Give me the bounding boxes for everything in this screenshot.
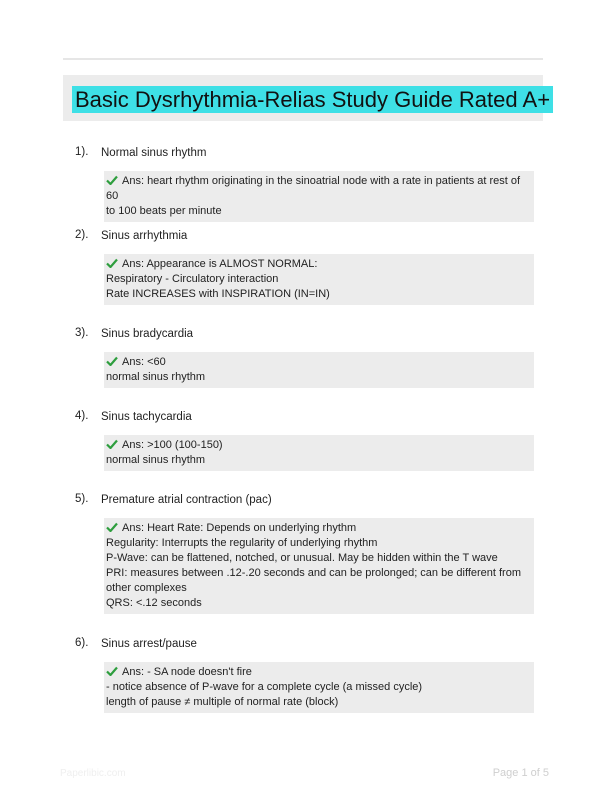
question-number: 6).: [75, 637, 89, 649]
title-panel: [63, 75, 551, 121]
question-text: Sinus arrhythmia: [101, 230, 188, 242]
answer-line: Ans: >100 (100-150): [106, 438, 532, 453]
question-text: Premature atrial contraction (pac): [101, 494, 272, 506]
document-title: Basic Dysrhythmia-Relias Study Guide Rated A+: [72, 86, 553, 113]
answer-box: [104, 352, 534, 388]
question-number: 1).: [75, 146, 89, 158]
question-text: Normal sinus rhythm: [101, 147, 207, 159]
answer-line: Ans: heart rhythm originating in the sinoatrial node with a rate in patients at rest of 60: [106, 175, 521, 202]
checkmark-icon: [106, 175, 118, 185]
question-number: 4).: [75, 410, 89, 422]
question-number: 5).: [75, 493, 89, 505]
answer-box: [104, 435, 534, 471]
answer-line: P-Wave: can be flattened, notched, or unusual. May be hidden within the T wave: [106, 552, 498, 564]
answer-line: QRS: <.12 seconds: [106, 597, 202, 609]
checkmark-icon: [106, 522, 118, 532]
checkmark-icon: [106, 258, 118, 268]
answer-line: to 100 beats per minute: [106, 205, 222, 217]
checkmark-icon: [106, 439, 118, 449]
page-number: Page 1 of 5: [492, 767, 549, 779]
question-text: Sinus tachycardia: [101, 411, 192, 423]
checkmark-icon: [106, 356, 118, 366]
answer-line: Regularity: Interrupts the regularity of underlying rhythm: [106, 537, 378, 549]
top-divider: [63, 58, 543, 60]
answer-line: normal sinus rhythm: [106, 454, 206, 466]
answer-line: Rate INCREASES with INSPIRATION (IN=IN): [106, 288, 330, 300]
answer-line: Respiratory - Circulatory interaction: [106, 273, 279, 285]
answer-line: Ans: <60: [106, 355, 532, 370]
answer-line: Ans: - SA node doesn't fire: [106, 665, 532, 680]
question-number: 2).: [75, 229, 89, 241]
question-text: Sinus arrest/pause: [101, 638, 197, 650]
answer-line: - notice absence of P-wave for a complete cycle (a missed cycle): [106, 681, 423, 693]
answer-box: [104, 518, 534, 614]
answer-line: Ans: Heart Rate: Depends on underlying rhythm: [106, 521, 532, 536]
answer-box: [104, 254, 534, 305]
answer-box: [104, 662, 534, 713]
checkmark-icon: [106, 666, 118, 676]
answer-line: length of pause ≠ multiple of normal rate (block): [106, 696, 339, 708]
answer-box: [104, 171, 534, 222]
answer-line: other complexes: [106, 582, 187, 594]
answer-line: normal sinus rhythm: [106, 371, 206, 383]
question-number: 3).: [75, 327, 89, 339]
footer-watermark: Paperlibic.com: [60, 768, 126, 779]
answer-line: PRI: measures between .12-.20 seconds and can be prolonged; can be different from: [106, 567, 521, 579]
question-text: Sinus bradycardia: [101, 328, 194, 340]
answer-line: Ans: Appearance is ALMOST NORMAL:: [106, 257, 532, 272]
